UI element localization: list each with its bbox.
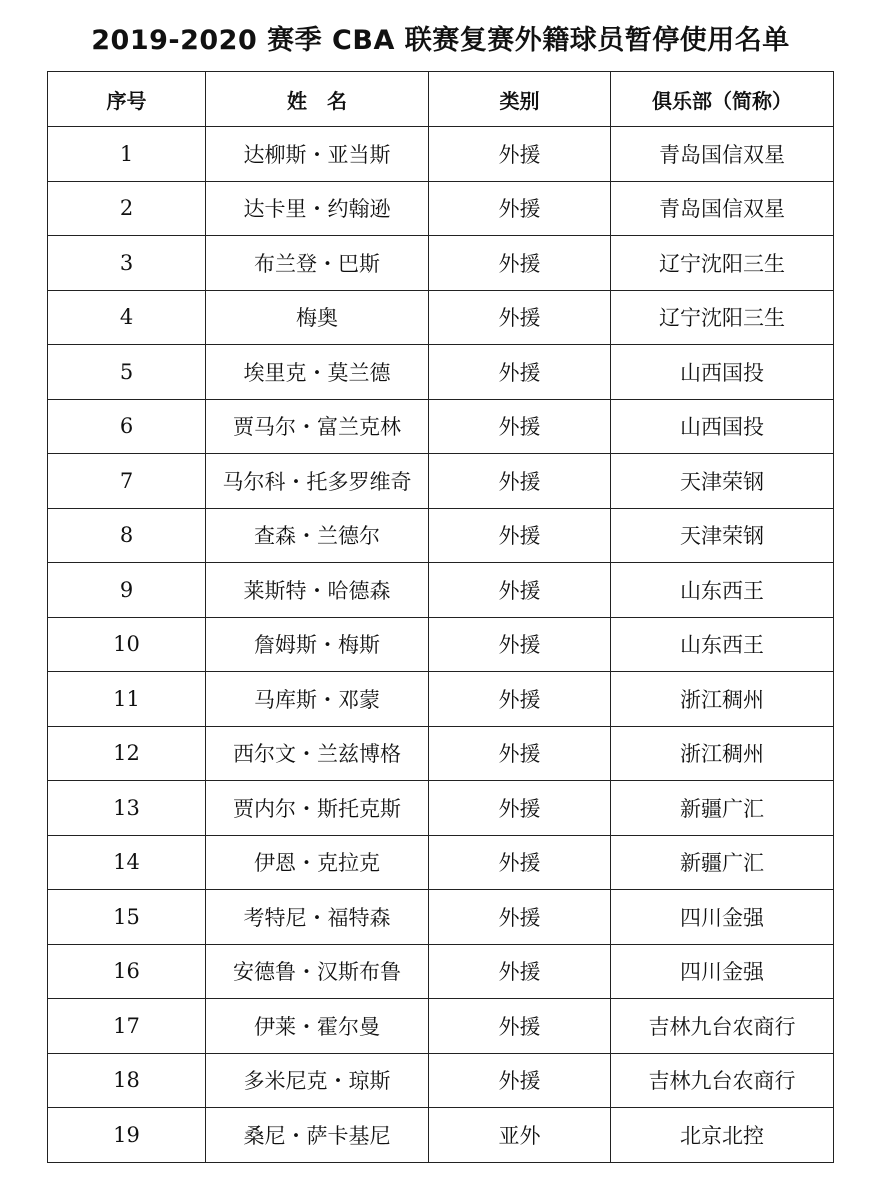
table-row xyxy=(48,890,834,945)
cell-no: 14 xyxy=(48,835,206,890)
cell-no: 6 xyxy=(48,399,206,454)
cell-no: 13 xyxy=(48,781,206,836)
table-row xyxy=(48,345,834,400)
cell-name: 马尔科・托多罗维奇 xyxy=(206,454,429,509)
table-row xyxy=(48,1053,834,1108)
table-row xyxy=(48,999,834,1054)
cell-no: 4 xyxy=(48,290,206,345)
cell-type: 外援 xyxy=(429,236,611,291)
cell-type: 外援 xyxy=(429,508,611,563)
cell-club: 青岛国信双星 xyxy=(611,127,834,182)
cell-no: 16 xyxy=(48,944,206,999)
cell-club: 新疆广汇 xyxy=(611,781,834,836)
page-title: 2019-2020 赛季 CBA 联赛复赛外籍球员暂停使用名单 xyxy=(91,25,790,56)
cell-type: 外援 xyxy=(429,726,611,781)
cell-club: 四川金强 xyxy=(611,890,834,945)
cell-type: 外援 xyxy=(429,781,611,836)
cell-no: 8 xyxy=(48,508,206,563)
table-row xyxy=(48,617,834,672)
table-row xyxy=(48,835,834,890)
cell-club: 天津荣钢 xyxy=(611,454,834,509)
cell-club: 天津荣钢 xyxy=(611,508,834,563)
cell-name: 伊恩・克拉克 xyxy=(206,835,429,890)
cell-name: 马库斯・邓蒙 xyxy=(206,672,429,727)
cell-name: 伊莱・霍尔曼 xyxy=(206,999,429,1054)
cell-no: 3 xyxy=(48,236,206,291)
cell-no: 10 xyxy=(48,617,206,672)
cell-name: 布兰登・巴斯 xyxy=(206,236,429,291)
table-row xyxy=(48,399,834,454)
cell-club: 吉林九台农商行 xyxy=(611,1053,834,1108)
cell-club: 浙江稠州 xyxy=(611,726,834,781)
header-type: 类别 xyxy=(429,72,611,127)
header-no: 序号 xyxy=(48,72,206,127)
cell-club: 四川金强 xyxy=(611,944,834,999)
cell-name: 梅奥 xyxy=(206,290,429,345)
cell-type: 外援 xyxy=(429,890,611,945)
cell-type: 外援 xyxy=(429,290,611,345)
cell-name: 西尔文・兰兹博格 xyxy=(206,726,429,781)
cell-name: 达卡里・约翰逊 xyxy=(206,181,429,236)
cell-type: 外援 xyxy=(429,181,611,236)
table-row xyxy=(48,508,834,563)
table-row xyxy=(48,781,834,836)
cell-type: 外援 xyxy=(429,1053,611,1108)
cell-no: 17 xyxy=(48,999,206,1054)
cell-type: 外援 xyxy=(429,835,611,890)
cell-club: 吉林九台农商行 xyxy=(611,999,834,1054)
cell-type: 亚外 xyxy=(429,1108,611,1163)
table-row xyxy=(48,563,834,618)
cell-name: 达柳斯・亚当斯 xyxy=(206,127,429,182)
header-name: 姓 名 xyxy=(206,72,429,127)
cell-name: 莱斯特・哈德森 xyxy=(206,563,429,618)
cell-type: 外援 xyxy=(429,672,611,727)
cell-name: 桑尼・萨卡基尼 xyxy=(206,1108,429,1163)
cell-name: 安德鲁・汉斯布鲁 xyxy=(206,944,429,999)
cell-name: 贾马尔・富兰克林 xyxy=(206,399,429,454)
cell-club: 辽宁沈阳三生 xyxy=(611,290,834,345)
cell-no: 1 xyxy=(48,127,206,182)
cell-type: 外援 xyxy=(429,399,611,454)
cell-club: 青岛国信双星 xyxy=(611,181,834,236)
cell-no: 11 xyxy=(48,672,206,727)
table-row xyxy=(48,1108,834,1163)
cell-club: 山东西王 xyxy=(611,617,834,672)
cell-no: 2 xyxy=(48,181,206,236)
table-row xyxy=(48,454,834,509)
table-row xyxy=(48,127,834,182)
table-row xyxy=(48,944,834,999)
cell-no: 15 xyxy=(48,890,206,945)
table-row xyxy=(48,290,834,345)
cell-type: 外援 xyxy=(429,454,611,509)
cell-club: 辽宁沈阳三生 xyxy=(611,236,834,291)
table-row xyxy=(48,726,834,781)
table-header-row xyxy=(48,72,834,127)
cell-no: 19 xyxy=(48,1108,206,1163)
cell-no: 9 xyxy=(48,563,206,618)
cell-name: 埃里克・莫兰德 xyxy=(206,345,429,400)
cell-type: 外援 xyxy=(429,345,611,400)
suspended-players-table xyxy=(47,71,834,1163)
cell-name: 考特尼・福特森 xyxy=(206,890,429,945)
cell-name: 多米尼克・琼斯 xyxy=(206,1053,429,1108)
table-row xyxy=(48,236,834,291)
cell-type: 外援 xyxy=(429,617,611,672)
cell-name: 贾内尔・斯托克斯 xyxy=(206,781,429,836)
cell-no: 5 xyxy=(48,345,206,400)
cell-no: 7 xyxy=(48,454,206,509)
table-body xyxy=(48,127,834,1163)
cell-no: 18 xyxy=(48,1053,206,1108)
cell-name: 詹姆斯・梅斯 xyxy=(206,617,429,672)
header-club: 俱乐部（简称） xyxy=(611,72,834,127)
cell-name: 查森・兰德尔 xyxy=(206,508,429,563)
cell-type: 外援 xyxy=(429,127,611,182)
cell-no: 12 xyxy=(48,726,206,781)
cell-club: 北京北控 xyxy=(611,1108,834,1163)
cell-club: 山东西王 xyxy=(611,563,834,618)
cell-type: 外援 xyxy=(429,944,611,999)
table-row xyxy=(48,181,834,236)
cell-club: 山西国投 xyxy=(611,345,834,400)
cell-club: 山西国投 xyxy=(611,399,834,454)
cell-type: 外援 xyxy=(429,563,611,618)
cell-type: 外援 xyxy=(429,999,611,1054)
cell-club: 新疆广汇 xyxy=(611,835,834,890)
table-row xyxy=(48,672,834,727)
cell-club: 浙江稠州 xyxy=(611,672,834,727)
